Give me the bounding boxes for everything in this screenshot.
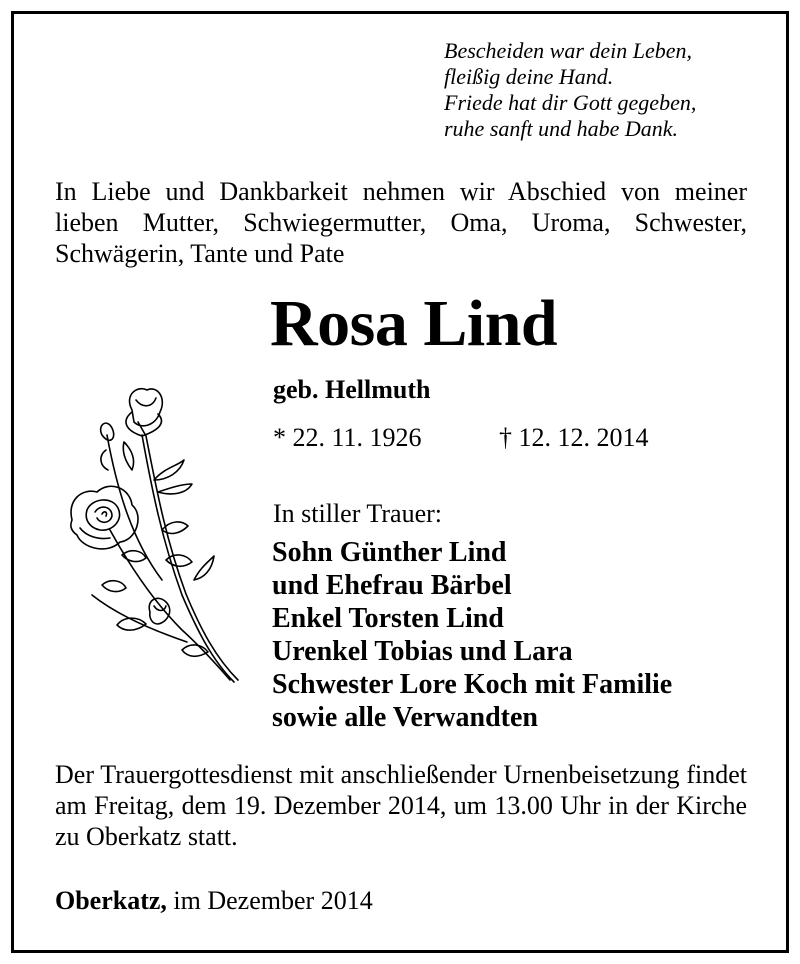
poem-line: fleißig deine Hand. [444, 64, 614, 89]
mourning-label: In stiller Trauer: [273, 499, 442, 528]
mourner-line: Sohn Günther Lind [272, 537, 507, 568]
footer-date: im Dezember 2014 [173, 886, 373, 915]
birth-name: geb. Hellmuth [273, 375, 431, 404]
mourner-line: Schwester Lore Koch mit Familie [272, 669, 673, 700]
poem [444, 38, 696, 142]
mourner-line: und Ehefrau Bärbel [272, 570, 512, 601]
service-text: Der Trauergottesdienst mit anschließender Urnenbeisetzung findet am Freitag, dem 19. Dezember 2014, um 13.00 Uhr in der Kirche zu Oberkatz statt. [55, 760, 747, 851]
intro-text: In Liebe und Dankbarkeit nehmen wir Abschied von meiner lieben Mutter, Schwiegermutter, Oma, Uroma, Schwester, Schwägerin, Tante und Pate [55, 177, 747, 268]
deceased-name: Rosa Lind [270, 287, 558, 360]
poem-line: Friede hat dir Gott gegeben, [444, 90, 697, 115]
footer-place: Oberkatz, [55, 886, 167, 915]
mourner-line: sowie alle Verwandten [272, 702, 538, 733]
poem-line: Bescheiden war dein Leben, [444, 38, 693, 63]
mourners-list [272, 536, 672, 734]
footer [55, 885, 373, 917]
mourner-line: Urenkel Tobias und Lara [272, 636, 573, 667]
poem-line: ruhe sanft und habe Dank. [444, 116, 679, 141]
birth-date: * 22. 11. 1926 [273, 423, 422, 452]
death-date: † 12. 12. 2014 [499, 423, 649, 452]
mourner-line: Enkel Torsten Lind [272, 603, 504, 634]
rose-illustration [62, 380, 247, 690]
